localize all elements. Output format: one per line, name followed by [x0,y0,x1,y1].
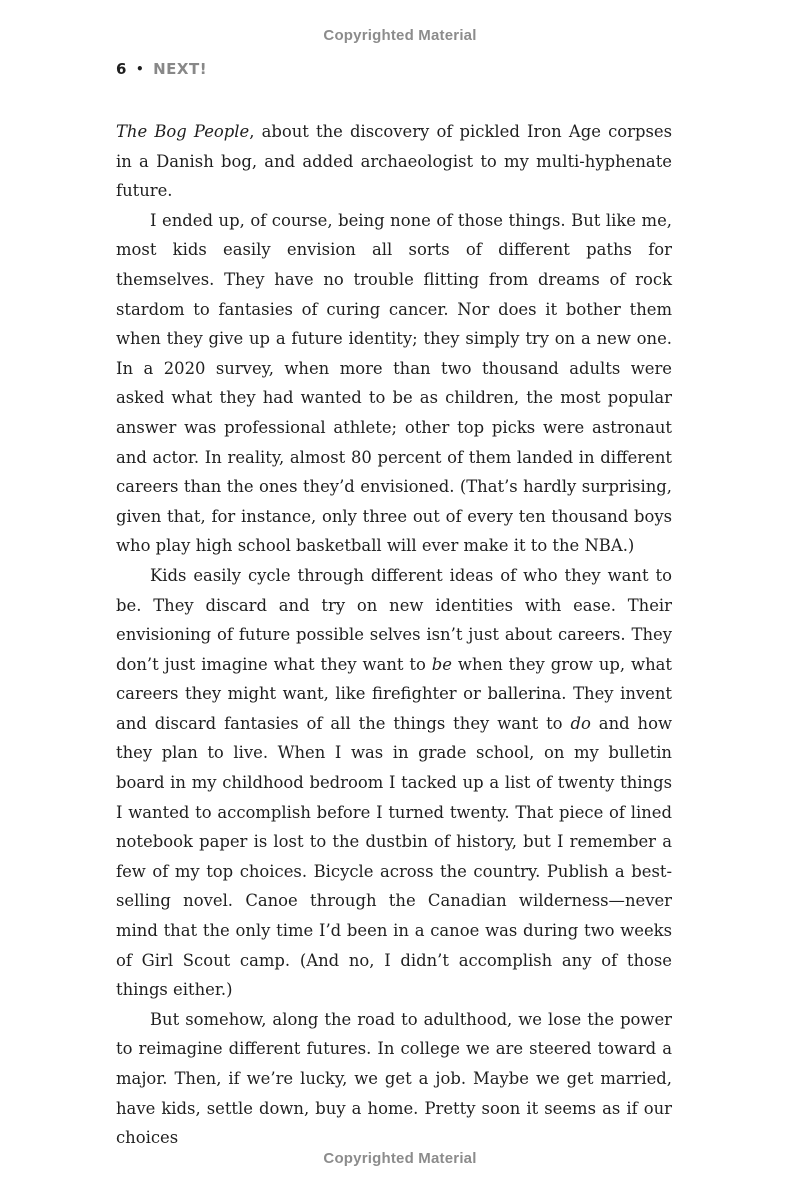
paragraph-1 [116,117,672,206]
copyright-watermark-top: Copyrighted Material [323,27,477,44]
book-reference-italic: The Bog People [116,122,250,141]
page-number: 6 [116,60,127,78]
paragraph-1-text: , about the discovery of pickled Iron Age corpses in a Danish bog, and added archaeologist to my multi-hyphenate future. [116,122,672,201]
emphasis-do: do [570,713,591,733]
bullet-separator: • [135,62,145,76]
paragraph-2-text: I ended up, of course, being none of those things. But like me, most kids easily envision all sorts of different paths for themselves. They have no trouble flitting from dreams of rock stardom to fantasies of curing cancer. Nor does it bother them when they give up a future identity; they simply try on a new one. In a 2020 survey, when more than two thousand adults were asked what they had wanted to be as children, the most popular answer was professional athlete; other top picks were astronaut and actor. In reality, almost 80 percent of them landed in different careers than the ones they’d envisioned. (That’s hardly surprising, given that, for instance, only three out of every ten thousand boys who play high school basketball will ever make it to the NBA.) [116,210,672,556]
paragraph-3-text-c: and how they plan to live. When I was in grade school, on my bulletin board in my childhood bedroom I tacked up a list of twenty things I wanted to accomplish before I turned twenty. That piece of lined notebook paper is lost to the dustbin of history, but I remember a few of my top choices. Bicycle across the country. Publish a best-selling novel. Canoe through the Canadian wilderness—never mind that the only time I’d been in a canoe was during two weeks of Girl Scout camp. (And no, I didn’t accomplish any of those things either.) [116,713,672,1000]
paragraph-2 [116,206,672,561]
page-body [116,117,672,1153]
paragraph-3-text-b: when they grow up, what careers they might want, like firefighter or ballerina. They invent and discard fantasies of all the things they want to [116,654,672,733]
copyright-watermark-bottom: Copyrighted Material [323,1150,477,1167]
paragraph-3 [116,561,672,1005]
paragraph-3-text-a: Kids easily cycle through different ideas of who they want to be. They discard and try on new identities with ease. Their envisioning of future possible selves isn’t just about careers. They don’t just imagine what they want to [116,565,672,674]
book-title: NEXT! [153,60,208,78]
paragraph-4-text: But somehow, along the road to adulthood, we lose the power to reimagine different futures. In college we are steered toward a major. Then, if we’re lucky, we get a job. Maybe we get married, have kids, settle down, buy a home. Pretty soon it seems as if our choices [116,1009,672,1148]
running-head [116,60,207,78]
emphasis-be: be [431,654,452,674]
paragraph-4 [116,1005,672,1153]
